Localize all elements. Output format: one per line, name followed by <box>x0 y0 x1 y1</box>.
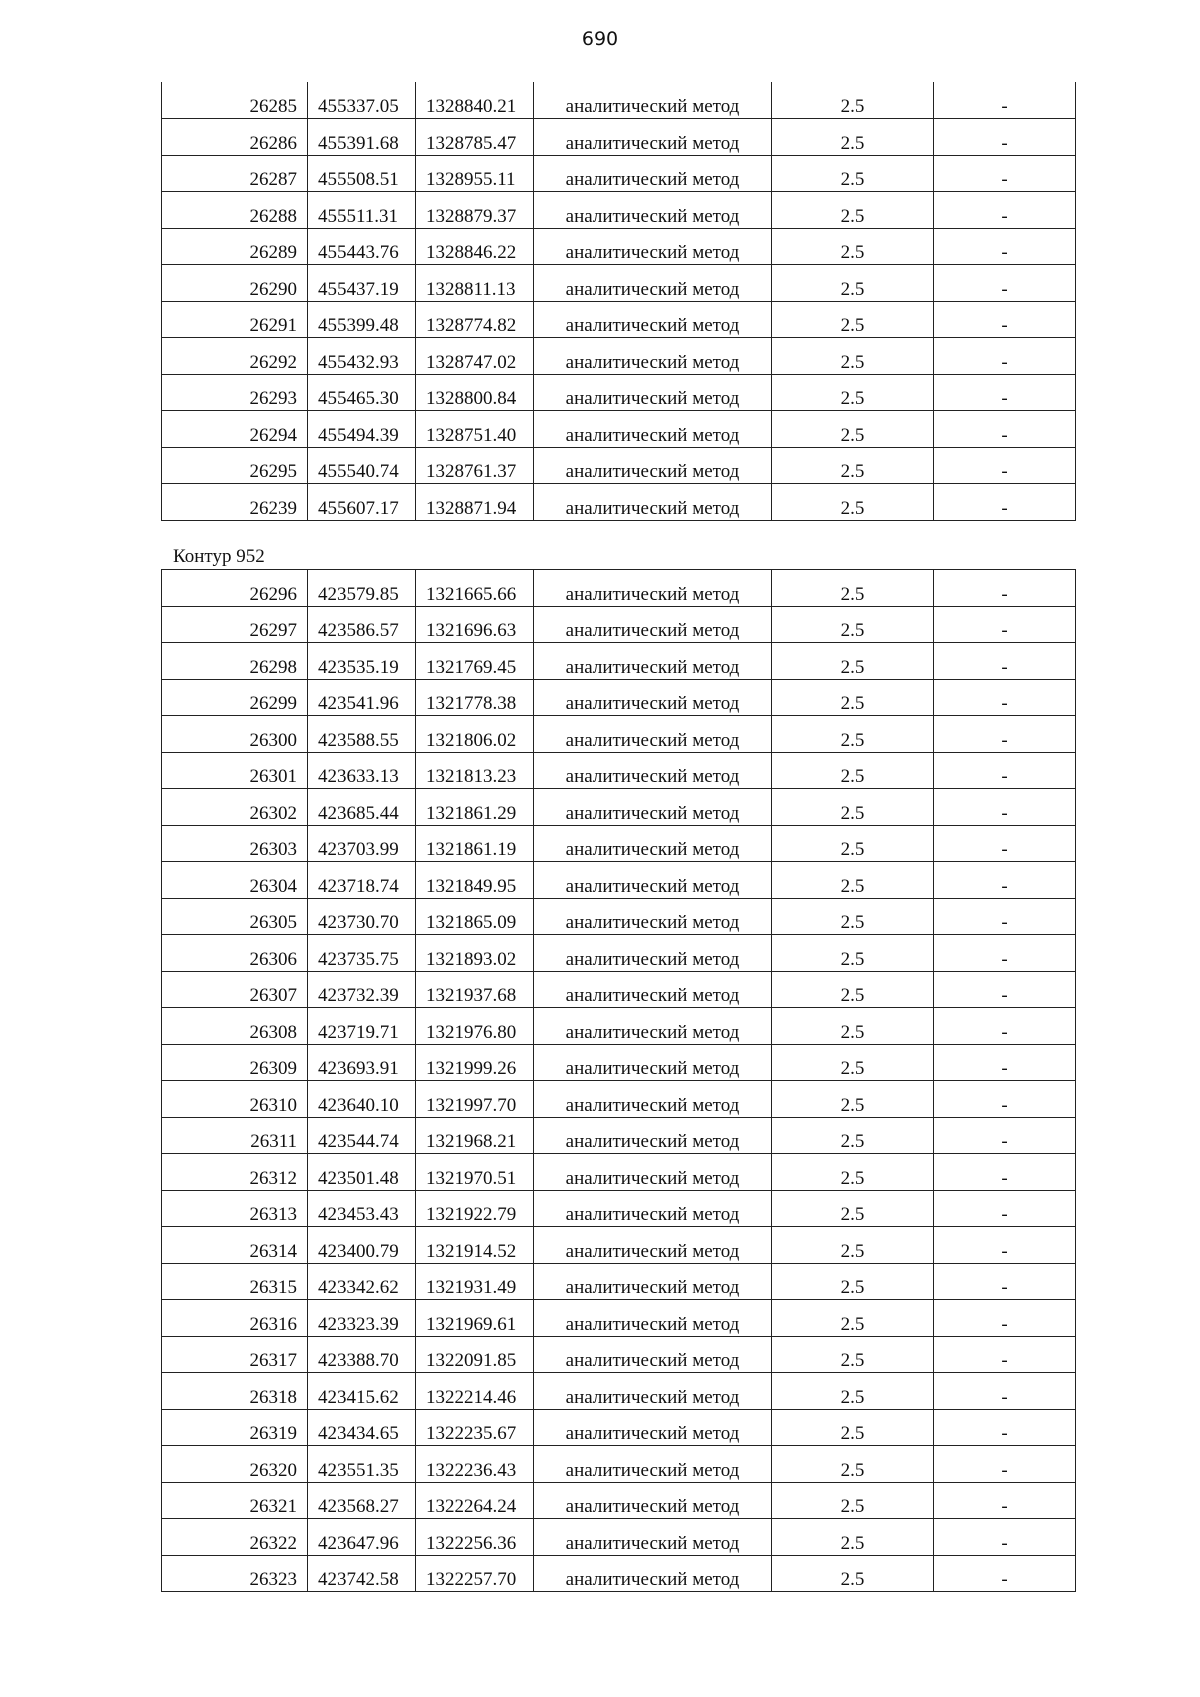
method-cell: аналитический метод <box>534 1044 772 1081</box>
y-coordinate-cell: 1322264.24 <box>416 1482 534 1519</box>
table-row <box>162 1263 1076 1300</box>
y-coordinate-cell: 1321778.38 <box>416 679 534 716</box>
y-coordinate-cell: 1322235.67 <box>416 1409 534 1446</box>
accuracy-cell: 2.5 <box>772 1336 934 1373</box>
point-number-cell: 26302 <box>162 789 308 826</box>
x-coordinate-cell: 455607.17 <box>308 484 416 521</box>
point-number-cell: 26287 <box>162 155 308 192</box>
page-number: 690 <box>581 28 619 50</box>
description-cell: - <box>934 484 1076 521</box>
description-cell: - <box>934 716 1076 753</box>
description-cell: - <box>934 971 1076 1008</box>
table-row <box>162 1555 1076 1592</box>
accuracy-cell: 2.5 <box>772 1227 934 1264</box>
accuracy-cell: 2.5 <box>772 447 934 484</box>
x-coordinate-cell: 455391.68 <box>308 119 416 156</box>
accuracy-cell: 2.5 <box>772 374 934 411</box>
description-cell: - <box>934 155 1076 192</box>
method-cell: аналитический метод <box>534 301 772 338</box>
description-cell: - <box>934 1373 1076 1410</box>
y-coordinate-cell: 1321931.49 <box>416 1263 534 1300</box>
y-coordinate-cell: 1328955.11 <box>416 155 534 192</box>
x-coordinate-cell: 423453.43 <box>308 1190 416 1227</box>
method-cell: аналитический метод <box>534 1190 772 1227</box>
accuracy-cell: 2.5 <box>772 716 934 753</box>
point-number-cell: 26309 <box>162 1044 308 1081</box>
y-coordinate-cell: 1321665.66 <box>416 570 534 607</box>
table-row <box>162 1190 1076 1227</box>
y-coordinate-cell: 1321997.70 <box>416 1081 534 1118</box>
y-coordinate-cell: 1321914.52 <box>416 1227 534 1264</box>
y-coordinate-cell: 1321769.45 <box>416 643 534 680</box>
method-cell: аналитический метод <box>534 374 772 411</box>
description-cell: - <box>934 789 1076 826</box>
accuracy-cell: 2.5 <box>772 265 934 302</box>
accuracy-cell: 2.5 <box>772 228 934 265</box>
y-coordinate-cell: 1321861.19 <box>416 825 534 862</box>
point-number-cell: 26308 <box>162 1008 308 1045</box>
y-coordinate-cell: 1328846.22 <box>416 228 534 265</box>
method-cell: аналитический метод <box>534 1373 772 1410</box>
y-coordinate-cell: 1322091.85 <box>416 1336 534 1373</box>
x-coordinate-cell: 423501.48 <box>308 1154 416 1191</box>
method-cell: аналитический метод <box>534 1300 772 1337</box>
x-coordinate-cell: 423544.74 <box>308 1117 416 1154</box>
description-cell: - <box>934 447 1076 484</box>
table-row <box>162 192 1076 229</box>
x-coordinate-cell: 455399.48 <box>308 301 416 338</box>
method-cell: аналитический метод <box>534 447 772 484</box>
point-number-cell: 26288 <box>162 192 308 229</box>
point-number-cell: 26319 <box>162 1409 308 1446</box>
contour-label: Контур 952 <box>173 546 265 567</box>
method-cell: аналитический метод <box>534 825 772 862</box>
x-coordinate-cell: 423323.39 <box>308 1300 416 1337</box>
description-cell: - <box>934 301 1076 338</box>
method-cell: аналитический метод <box>534 155 772 192</box>
table-row <box>162 1482 1076 1519</box>
table-row <box>162 228 1076 265</box>
y-coordinate-cell: 1321922.79 <box>416 1190 534 1227</box>
table-row <box>162 971 1076 1008</box>
accuracy-cell: 2.5 <box>772 338 934 375</box>
x-coordinate-cell: 455511.31 <box>308 192 416 229</box>
x-coordinate-cell: 455494.39 <box>308 411 416 448</box>
description-cell: - <box>934 374 1076 411</box>
point-number-cell: 26318 <box>162 1373 308 1410</box>
table-row <box>162 1117 1076 1154</box>
method-cell: аналитический метод <box>534 265 772 302</box>
method-cell: аналитический метод <box>534 1081 772 1118</box>
description-cell: - <box>934 192 1076 229</box>
table-row <box>162 1008 1076 1045</box>
x-coordinate-cell: 423730.70 <box>308 898 416 935</box>
description-cell: - <box>934 862 1076 899</box>
method-cell: аналитический метод <box>534 1008 772 1045</box>
x-coordinate-cell: 423342.62 <box>308 1263 416 1300</box>
x-coordinate-cell: 423568.27 <box>308 1482 416 1519</box>
description-cell: - <box>934 82 1076 119</box>
point-number-cell: 26306 <box>162 935 308 972</box>
accuracy-cell: 2.5 <box>772 862 934 899</box>
method-cell: аналитический метод <box>534 606 772 643</box>
y-coordinate-cell: 1321865.09 <box>416 898 534 935</box>
method-cell: аналитический метод <box>534 119 772 156</box>
accuracy-cell: 2.5 <box>772 971 934 1008</box>
point-number-cell: 26291 <box>162 301 308 338</box>
table-row <box>162 1519 1076 1556</box>
description-cell: - <box>934 1227 1076 1264</box>
point-number-cell: 26304 <box>162 862 308 899</box>
point-number-cell: 26305 <box>162 898 308 935</box>
coordinates-table-continued <box>161 82 1076 521</box>
table-row <box>162 1336 1076 1373</box>
accuracy-cell: 2.5 <box>772 752 934 789</box>
y-coordinate-cell: 1321968.21 <box>416 1117 534 1154</box>
table-row <box>162 752 1076 789</box>
accuracy-cell: 2.5 <box>772 411 934 448</box>
y-coordinate-cell: 1321937.68 <box>416 971 534 1008</box>
description-cell: - <box>934 606 1076 643</box>
table-row <box>162 570 1076 607</box>
method-cell: аналитический метод <box>534 1519 772 1556</box>
description-cell: - <box>934 1409 1076 1446</box>
accuracy-cell: 2.5 <box>772 935 934 972</box>
description-cell: - <box>934 1482 1076 1519</box>
point-number-cell: 26301 <box>162 752 308 789</box>
accuracy-cell: 2.5 <box>772 1117 934 1154</box>
y-coordinate-cell: 1322256.36 <box>416 1519 534 1556</box>
accuracy-cell: 2.5 <box>772 119 934 156</box>
accuracy-cell: 2.5 <box>772 606 934 643</box>
point-number-cell: 26322 <box>162 1519 308 1556</box>
method-cell: аналитический метод <box>534 570 772 607</box>
x-coordinate-cell: 423633.13 <box>308 752 416 789</box>
x-coordinate-cell: 455437.19 <box>308 265 416 302</box>
point-number-cell: 26299 <box>162 679 308 716</box>
x-coordinate-cell: 423685.44 <box>308 789 416 826</box>
x-coordinate-cell: 455432.93 <box>308 338 416 375</box>
accuracy-cell: 2.5 <box>772 1008 934 1045</box>
x-coordinate-cell: 423586.57 <box>308 606 416 643</box>
point-number-cell: 26320 <box>162 1446 308 1483</box>
y-coordinate-cell: 1328800.84 <box>416 374 534 411</box>
point-number-cell: 26286 <box>162 119 308 156</box>
y-coordinate-cell: 1328871.94 <box>416 484 534 521</box>
point-number-cell: 26310 <box>162 1081 308 1118</box>
accuracy-cell: 2.5 <box>772 1300 934 1337</box>
table-row <box>162 1044 1076 1081</box>
table-row <box>162 1154 1076 1191</box>
accuracy-cell: 2.5 <box>772 789 934 826</box>
method-cell: аналитический метод <box>534 789 772 826</box>
y-coordinate-cell: 1321696.63 <box>416 606 534 643</box>
y-coordinate-cell: 1328811.13 <box>416 265 534 302</box>
y-coordinate-cell: 1321976.80 <box>416 1008 534 1045</box>
method-cell: аналитический метод <box>534 1482 772 1519</box>
table-row <box>162 1373 1076 1410</box>
accuracy-cell: 2.5 <box>772 1190 934 1227</box>
description-cell: - <box>934 898 1076 935</box>
description-cell: - <box>934 643 1076 680</box>
point-number-cell: 26312 <box>162 1154 308 1191</box>
x-coordinate-cell: 423400.79 <box>308 1227 416 1264</box>
table-row <box>162 155 1076 192</box>
y-coordinate-cell: 1321861.29 <box>416 789 534 826</box>
point-number-cell: 26323 <box>162 1555 308 1592</box>
x-coordinate-cell: 423541.96 <box>308 679 416 716</box>
y-coordinate-cell: 1328879.37 <box>416 192 534 229</box>
table-row <box>162 301 1076 338</box>
accuracy-cell: 2.5 <box>772 1373 934 1410</box>
table-row <box>162 825 1076 862</box>
x-coordinate-cell: 423579.85 <box>308 570 416 607</box>
description-cell: - <box>934 570 1076 607</box>
accuracy-cell: 2.5 <box>772 679 934 716</box>
accuracy-cell: 2.5 <box>772 155 934 192</box>
x-coordinate-cell: 455540.74 <box>308 447 416 484</box>
description-cell: - <box>934 679 1076 716</box>
method-cell: аналитический метод <box>534 338 772 375</box>
x-coordinate-cell: 423388.70 <box>308 1336 416 1373</box>
point-number-cell: 26292 <box>162 338 308 375</box>
x-coordinate-cell: 423742.58 <box>308 1555 416 1592</box>
description-cell: - <box>934 1555 1076 1592</box>
accuracy-cell: 2.5 <box>772 1482 934 1519</box>
point-number-cell: 26290 <box>162 265 308 302</box>
y-coordinate-cell: 1328747.02 <box>416 338 534 375</box>
point-number-cell: 26314 <box>162 1227 308 1264</box>
x-coordinate-cell: 423732.39 <box>308 971 416 1008</box>
x-coordinate-cell: 423551.35 <box>308 1446 416 1483</box>
point-number-cell: 26293 <box>162 374 308 411</box>
point-number-cell: 26313 <box>162 1190 308 1227</box>
table-row <box>162 411 1076 448</box>
point-number-cell: 26303 <box>162 825 308 862</box>
table-row <box>162 265 1076 302</box>
method-cell: аналитический метод <box>534 716 772 753</box>
method-cell: аналитический метод <box>534 1336 772 1373</box>
x-coordinate-cell: 423588.55 <box>308 716 416 753</box>
accuracy-cell: 2.5 <box>772 570 934 607</box>
table-row <box>162 679 1076 716</box>
y-coordinate-cell: 1321999.26 <box>416 1044 534 1081</box>
y-coordinate-cell: 1328751.40 <box>416 411 534 448</box>
y-coordinate-cell: 1321806.02 <box>416 716 534 753</box>
y-coordinate-cell: 1321970.51 <box>416 1154 534 1191</box>
accuracy-cell: 2.5 <box>772 1409 934 1446</box>
x-coordinate-cell: 423719.71 <box>308 1008 416 1045</box>
accuracy-cell: 2.5 <box>772 301 934 338</box>
x-coordinate-cell: 423735.75 <box>308 935 416 972</box>
table-row <box>162 898 1076 935</box>
method-cell: аналитический метод <box>534 484 772 521</box>
method-cell: аналитический метод <box>534 1409 772 1446</box>
description-cell: - <box>934 1336 1076 1373</box>
description-cell: - <box>934 1044 1076 1081</box>
method-cell: аналитический метод <box>534 971 772 1008</box>
x-coordinate-cell: 423703.99 <box>308 825 416 862</box>
accuracy-cell: 2.5 <box>772 1081 934 1118</box>
x-coordinate-cell: 423718.74 <box>308 862 416 899</box>
method-cell: аналитический метод <box>534 1154 772 1191</box>
accuracy-cell: 2.5 <box>772 825 934 862</box>
description-cell: - <box>934 1008 1076 1045</box>
point-number-cell: 26317 <box>162 1336 308 1373</box>
point-number-cell: 26289 <box>162 228 308 265</box>
table-row <box>162 1300 1076 1337</box>
table-row <box>162 82 1076 119</box>
point-number-cell: 26315 <box>162 1263 308 1300</box>
accuracy-cell: 2.5 <box>772 1154 934 1191</box>
description-cell: - <box>934 825 1076 862</box>
table-row <box>162 447 1076 484</box>
accuracy-cell: 2.5 <box>772 643 934 680</box>
point-number-cell: 26298 <box>162 643 308 680</box>
description-cell: - <box>934 265 1076 302</box>
description-cell: - <box>934 1519 1076 1556</box>
method-cell: аналитический метод <box>534 1263 772 1300</box>
method-cell: аналитический метод <box>534 1117 772 1154</box>
x-coordinate-cell: 423535.19 <box>308 643 416 680</box>
method-cell: аналитический метод <box>534 643 772 680</box>
point-number-cell: 26295 <box>162 447 308 484</box>
table-row <box>162 935 1076 972</box>
method-cell: аналитический метод <box>534 679 772 716</box>
x-coordinate-cell: 423647.96 <box>308 1519 416 1556</box>
y-coordinate-cell: 1321893.02 <box>416 935 534 972</box>
y-coordinate-cell: 1328761.37 <box>416 447 534 484</box>
method-cell: аналитический метод <box>534 82 772 119</box>
table-row <box>162 119 1076 156</box>
point-number-cell: 26321 <box>162 1482 308 1519</box>
y-coordinate-cell: 1328774.82 <box>416 301 534 338</box>
table-row <box>162 1227 1076 1264</box>
accuracy-cell: 2.5 <box>772 1519 934 1556</box>
x-coordinate-cell: 423693.91 <box>308 1044 416 1081</box>
method-cell: аналитический метод <box>534 935 772 972</box>
accuracy-cell: 2.5 <box>772 1044 934 1081</box>
table-row <box>162 338 1076 375</box>
y-coordinate-cell: 1321813.23 <box>416 752 534 789</box>
y-coordinate-cell: 1322236.43 <box>416 1446 534 1483</box>
y-coordinate-cell: 1321849.95 <box>416 862 534 899</box>
x-coordinate-cell: 423434.65 <box>308 1409 416 1446</box>
x-coordinate-cell: 455337.05 <box>308 82 416 119</box>
point-number-cell: 26297 <box>162 606 308 643</box>
point-number-cell: 26300 <box>162 716 308 753</box>
accuracy-cell: 2.5 <box>772 192 934 229</box>
point-number-cell: 26285 <box>162 82 308 119</box>
point-number-cell: 26311 <box>162 1117 308 1154</box>
method-cell: аналитический метод <box>534 1446 772 1483</box>
accuracy-cell: 2.5 <box>772 484 934 521</box>
y-coordinate-cell: 1322257.70 <box>416 1555 534 1592</box>
table-row <box>162 1446 1076 1483</box>
description-cell: - <box>934 1263 1076 1300</box>
x-coordinate-cell: 423640.10 <box>308 1081 416 1118</box>
point-number-cell: 26296 <box>162 570 308 607</box>
description-cell: - <box>934 1154 1076 1191</box>
description-cell: - <box>934 338 1076 375</box>
coordinates-table-contour-952 <box>161 569 1076 1592</box>
description-cell: - <box>934 935 1076 972</box>
method-cell: аналитический метод <box>534 1555 772 1592</box>
method-cell: аналитический метод <box>534 752 772 789</box>
x-coordinate-cell: 455443.76 <box>308 228 416 265</box>
table-row <box>162 374 1076 411</box>
point-number-cell: 26239 <box>162 484 308 521</box>
point-number-cell: 26316 <box>162 1300 308 1337</box>
method-cell: аналитический метод <box>534 898 772 935</box>
description-cell: - <box>934 119 1076 156</box>
x-coordinate-cell: 423415.62 <box>308 1373 416 1410</box>
method-cell: аналитический метод <box>534 192 772 229</box>
point-number-cell: 26294 <box>162 411 308 448</box>
description-cell: - <box>934 1117 1076 1154</box>
description-cell: - <box>934 1190 1076 1227</box>
y-coordinate-cell: 1321969.61 <box>416 1300 534 1337</box>
table-row <box>162 606 1076 643</box>
description-cell: - <box>934 1446 1076 1483</box>
table-row <box>162 1081 1076 1118</box>
description-cell: - <box>934 228 1076 265</box>
accuracy-cell: 2.5 <box>772 898 934 935</box>
method-cell: аналитический метод <box>534 1227 772 1264</box>
point-number-cell: 26307 <box>162 971 308 1008</box>
accuracy-cell: 2.5 <box>772 1263 934 1300</box>
table-row <box>162 643 1076 680</box>
method-cell: аналитический метод <box>534 862 772 899</box>
x-coordinate-cell: 455465.30 <box>308 374 416 411</box>
method-cell: аналитический метод <box>534 411 772 448</box>
table-row <box>162 484 1076 521</box>
description-cell: - <box>934 752 1076 789</box>
x-coordinate-cell: 455508.51 <box>308 155 416 192</box>
accuracy-cell: 2.5 <box>772 1446 934 1483</box>
description-cell: - <box>934 1081 1076 1118</box>
table-row <box>162 789 1076 826</box>
accuracy-cell: 2.5 <box>772 1555 934 1592</box>
table-row <box>162 716 1076 753</box>
y-coordinate-cell: 1322214.46 <box>416 1373 534 1410</box>
table-row <box>162 862 1076 899</box>
accuracy-cell: 2.5 <box>772 82 934 119</box>
y-coordinate-cell: 1328840.21 <box>416 82 534 119</box>
description-cell: - <box>934 411 1076 448</box>
y-coordinate-cell: 1328785.47 <box>416 119 534 156</box>
method-cell: аналитический метод <box>534 228 772 265</box>
table-row <box>162 1409 1076 1446</box>
description-cell: - <box>934 1300 1076 1337</box>
